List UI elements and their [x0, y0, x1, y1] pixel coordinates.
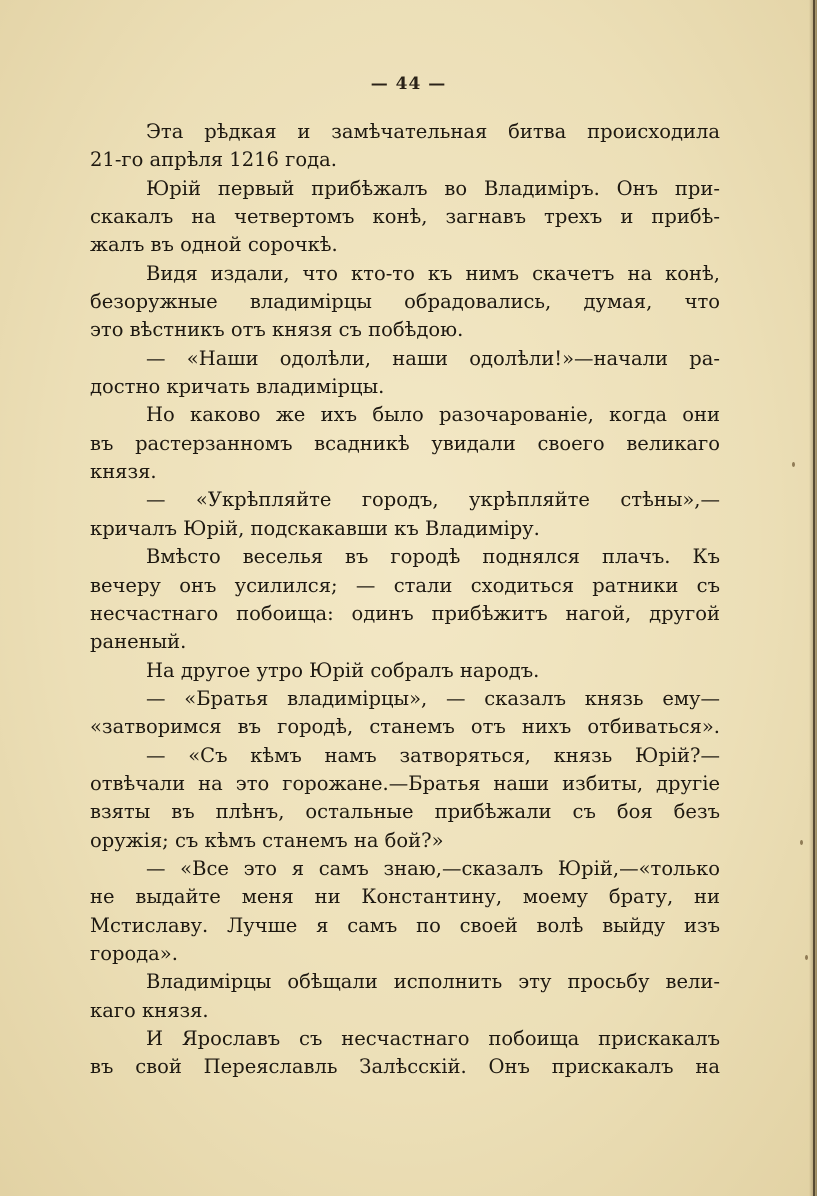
text-line: князя. — [90, 460, 157, 484]
text-line: вечеру онъ усилился; — стали сходиться ратники съ — [90, 573, 720, 597]
text-line: не выдайте меня ни Константину, моему брату, ни — [90, 885, 720, 909]
text-line: скакалъ на четвертомъ конѣ, загнавъ трехъ и прибѣ- — [90, 205, 720, 229]
text-line: — «Съ кѣмъ намъ затворяться, князь Юрій?— — [146, 743, 720, 767]
text-line: взяты въ плѣнъ, остальные прибѣжали съ боя безъ — [90, 800, 720, 824]
text-line: отвѣчали на это горожане.—Братья наши избиты, другіе — [90, 771, 720, 795]
body-text — [90, 118, 720, 1082]
text-line: Но каково же ихъ было разочарованіе, когда они — [146, 403, 720, 427]
text-line: безоружные владимірцы обрадовались, думая, что — [90, 290, 720, 314]
text-line: 21-го апрѣля 1216 года. — [90, 148, 337, 172]
text-line: раненый. — [90, 630, 187, 654]
text-line: Владимірцы обѣщали исполнить эту просьбу вели- — [146, 970, 720, 994]
text-line: И Ярославъ съ несчастнаго побоища прискакалъ — [146, 1027, 720, 1050]
text-line: — «Наши одолѣли, наши одолѣли!»—начали ра- — [146, 346, 720, 370]
text-line: На другое утро Юрій собралъ народъ. — [146, 658, 540, 682]
text-line: Вмѣсто веселья въ городѣ поднялся плачъ. Къ — [146, 545, 720, 569]
text-line: это вѣстникъ отъ князя съ побѣдою. — [90, 318, 464, 342]
paper-speck — [805, 955, 808, 960]
text-line: — «Братья владимірцы», — сказалъ князь ему— — [146, 686, 720, 710]
text-line: въ свой Переяславль Залѣсскій. Онъ прискакалъ на — [90, 1055, 720, 1079]
paper-speck — [792, 462, 795, 467]
page-edge-line — [813, 0, 815, 1196]
text-line: — «Все это я самъ знаю,—сказалъ Юрій,—«только — [146, 856, 720, 880]
text-line: кричалъ Юрій, подскакавши къ Владиміру. — [90, 516, 540, 540]
text-line: достно кричать владимірцы. — [90, 375, 385, 399]
text-line: Видя издали, что кто-то къ нимъ скачетъ на конѣ, — [146, 261, 720, 285]
text-line: Мстиславу. Лучше я самъ по своей волѣ выйду изъ — [90, 913, 720, 937]
text-line: въ растерзанномъ всадникѣ увидали своего великаго — [90, 431, 720, 455]
text-line: оружія; съ кѣмъ станемъ на бой?» — [90, 828, 444, 852]
text-line: несчастнаго побоища: одинъ прибѣжитъ нагой, другой — [90, 601, 720, 625]
text-line: «затворимся въ городѣ, станемъ отъ нихъ отбиваться». — [90, 715, 720, 739]
paper-speck — [800, 840, 803, 845]
text-line: города». — [90, 941, 178, 965]
text-line: — «Укрѣпляйте городъ, укрѣпляйте стѣны»,— — [146, 488, 720, 512]
text-line: каго князя. — [90, 998, 209, 1022]
text-line: Эта рѣдкая и замѣчательная битва происходила — [146, 120, 720, 143]
page-number: — 44 — — [370, 74, 447, 94]
text-line: Юрій первый прибѣжалъ во Владиміръ. Онъ при- — [146, 176, 720, 200]
text-line: жалъ въ одной сорочкѣ. — [90, 233, 338, 257]
